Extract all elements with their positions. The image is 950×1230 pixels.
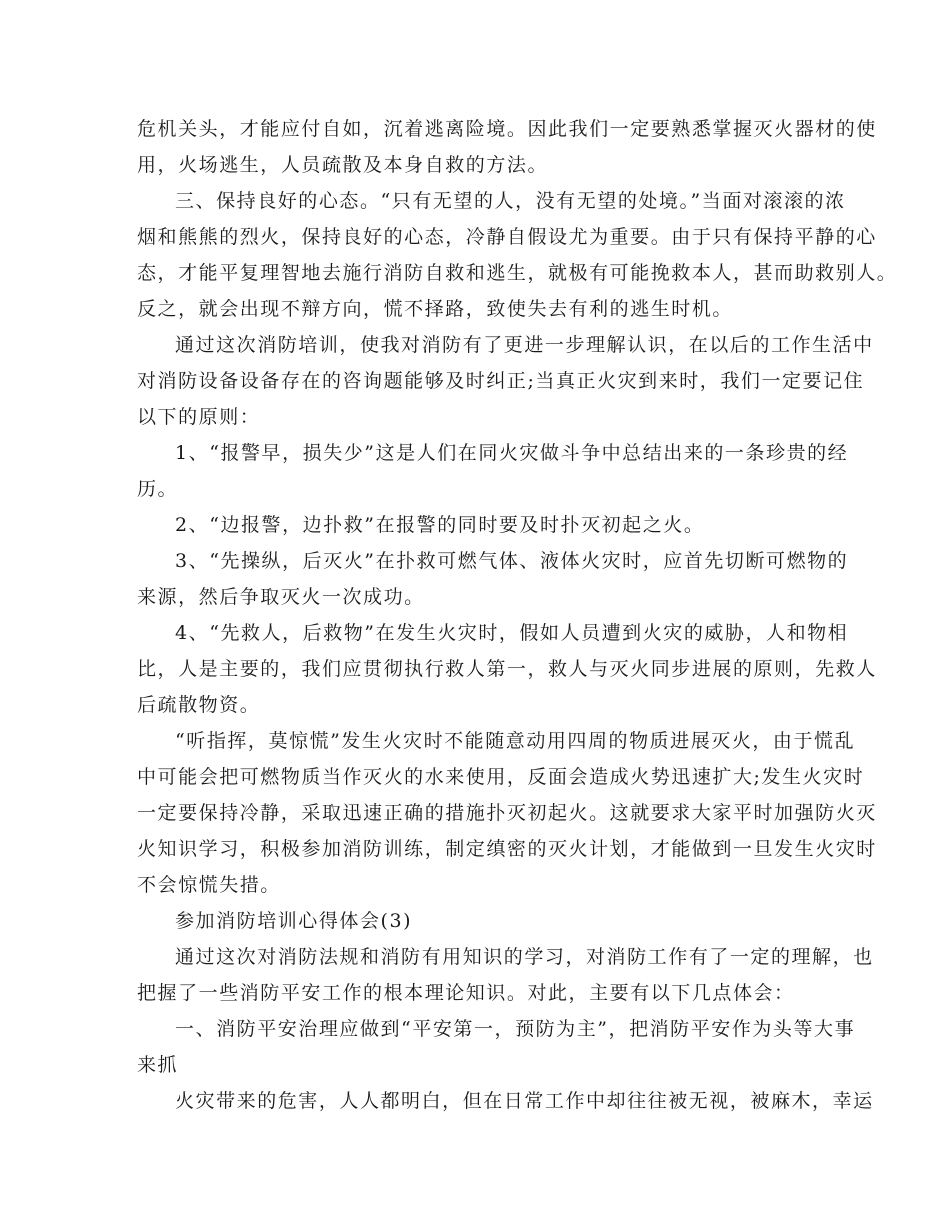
list-item: 4、“先救人，后救物”在发生火灾时，假如人员遭到火灾的威胁，人和物相 bbox=[175, 622, 849, 644]
text-line: 来抓 bbox=[137, 1054, 179, 1076]
list-item: 3、“先操纵，后灭火”在扑救可燃气体、液体火灾时，应首先切断可燃物的 bbox=[175, 550, 849, 572]
text-line: 比，人是主要的，我们应贯彻执行救人第一，救人与灭火同步进展的原则，先救人 bbox=[137, 658, 877, 680]
text-line: 反之，就会出现不辩方向，慌不择路，致使失去有利的逃生时机。 bbox=[137, 298, 733, 320]
text-line: 烟和熊熊的烈火，保持良好的心态，冷静自假设尤为重要。由于只有保持平静的心 bbox=[137, 226, 877, 248]
paragraph-heading: 三、保持良好的心态。“只有无望的人，没有无望的处境。”当面对滚滚的浓 bbox=[175, 190, 846, 212]
paragraph-heading: 一、消防平安治理应做到“平安第一，预防为主”，把消防平安作为头等大事 bbox=[175, 1018, 856, 1040]
text-line: 中可能会把可燃物质当作灭火的水来使用，反面会造成火势迅速扩大;发生火灾时 bbox=[137, 766, 865, 788]
text-line: “听指挥，莫惊慌”发生火灾时不能随意动用四周的物质进展灭火，由于慌乱 bbox=[175, 730, 856, 752]
text-line: 不会惊慌失措。 bbox=[137, 874, 281, 896]
text-line: 用，火场逃生，人员疏散及本身自救的方法。 bbox=[137, 154, 549, 176]
text-line: 火知识学习，积极参加消防训练，制定缜密的灭火计划，才能做到一旦发生火灾时 bbox=[137, 838, 877, 860]
section-title: 参加消防培训心得体会(3) bbox=[175, 910, 413, 932]
text-line: 来源，然后争取灭火一次成功。 bbox=[137, 586, 425, 608]
text-line: 以下的原则： bbox=[137, 406, 261, 428]
text-line: 火灾带来的危害，人人都明白，但在日常工作中却往往被无视，被麻木，幸运 bbox=[175, 1090, 874, 1112]
text-line: 态，才能平复理智地去施行消防自救和逃生，就极有可能挽救本人，甚而助救别人。 bbox=[137, 262, 898, 284]
text-line: 历。 bbox=[137, 478, 179, 500]
text-line: 对消防设备设备存在的咨询题能够及时纠正;当真正火灾到来时，我们一定要记住 bbox=[137, 370, 865, 392]
list-item: 1、“报警早，损失少”这是人们在同火灾做斗争中总结出来的一条珍贵的经 bbox=[175, 442, 849, 464]
text-line: 一定要保持冷静，采取迅速正确的措施扑灭初起火。这就要求大家平时加强防火灭 bbox=[137, 802, 877, 824]
text-line: 通过这次对消防法规和消防有用知识的学习，对消防工作有了一定的理解，也 bbox=[175, 946, 874, 968]
text-line: 后疏散物资。 bbox=[137, 694, 261, 716]
text-line: 把握了一些消防平安工作的根本理论知识。对此，主要有以下几点体会： bbox=[137, 982, 795, 1004]
text-line: 危机关头，才能应付自如，沉着逃离险境。因此我们一定要熟悉掌握灭火器材的使 bbox=[137, 118, 877, 140]
list-item: 2、“边报警，边扑救”在报警的同时要及时扑灭初起之火。 bbox=[175, 514, 705, 536]
text-line: 通过这次消防培训，使我对消防有了更进一步理解认识，在以后的工作生活中 bbox=[175, 334, 874, 356]
